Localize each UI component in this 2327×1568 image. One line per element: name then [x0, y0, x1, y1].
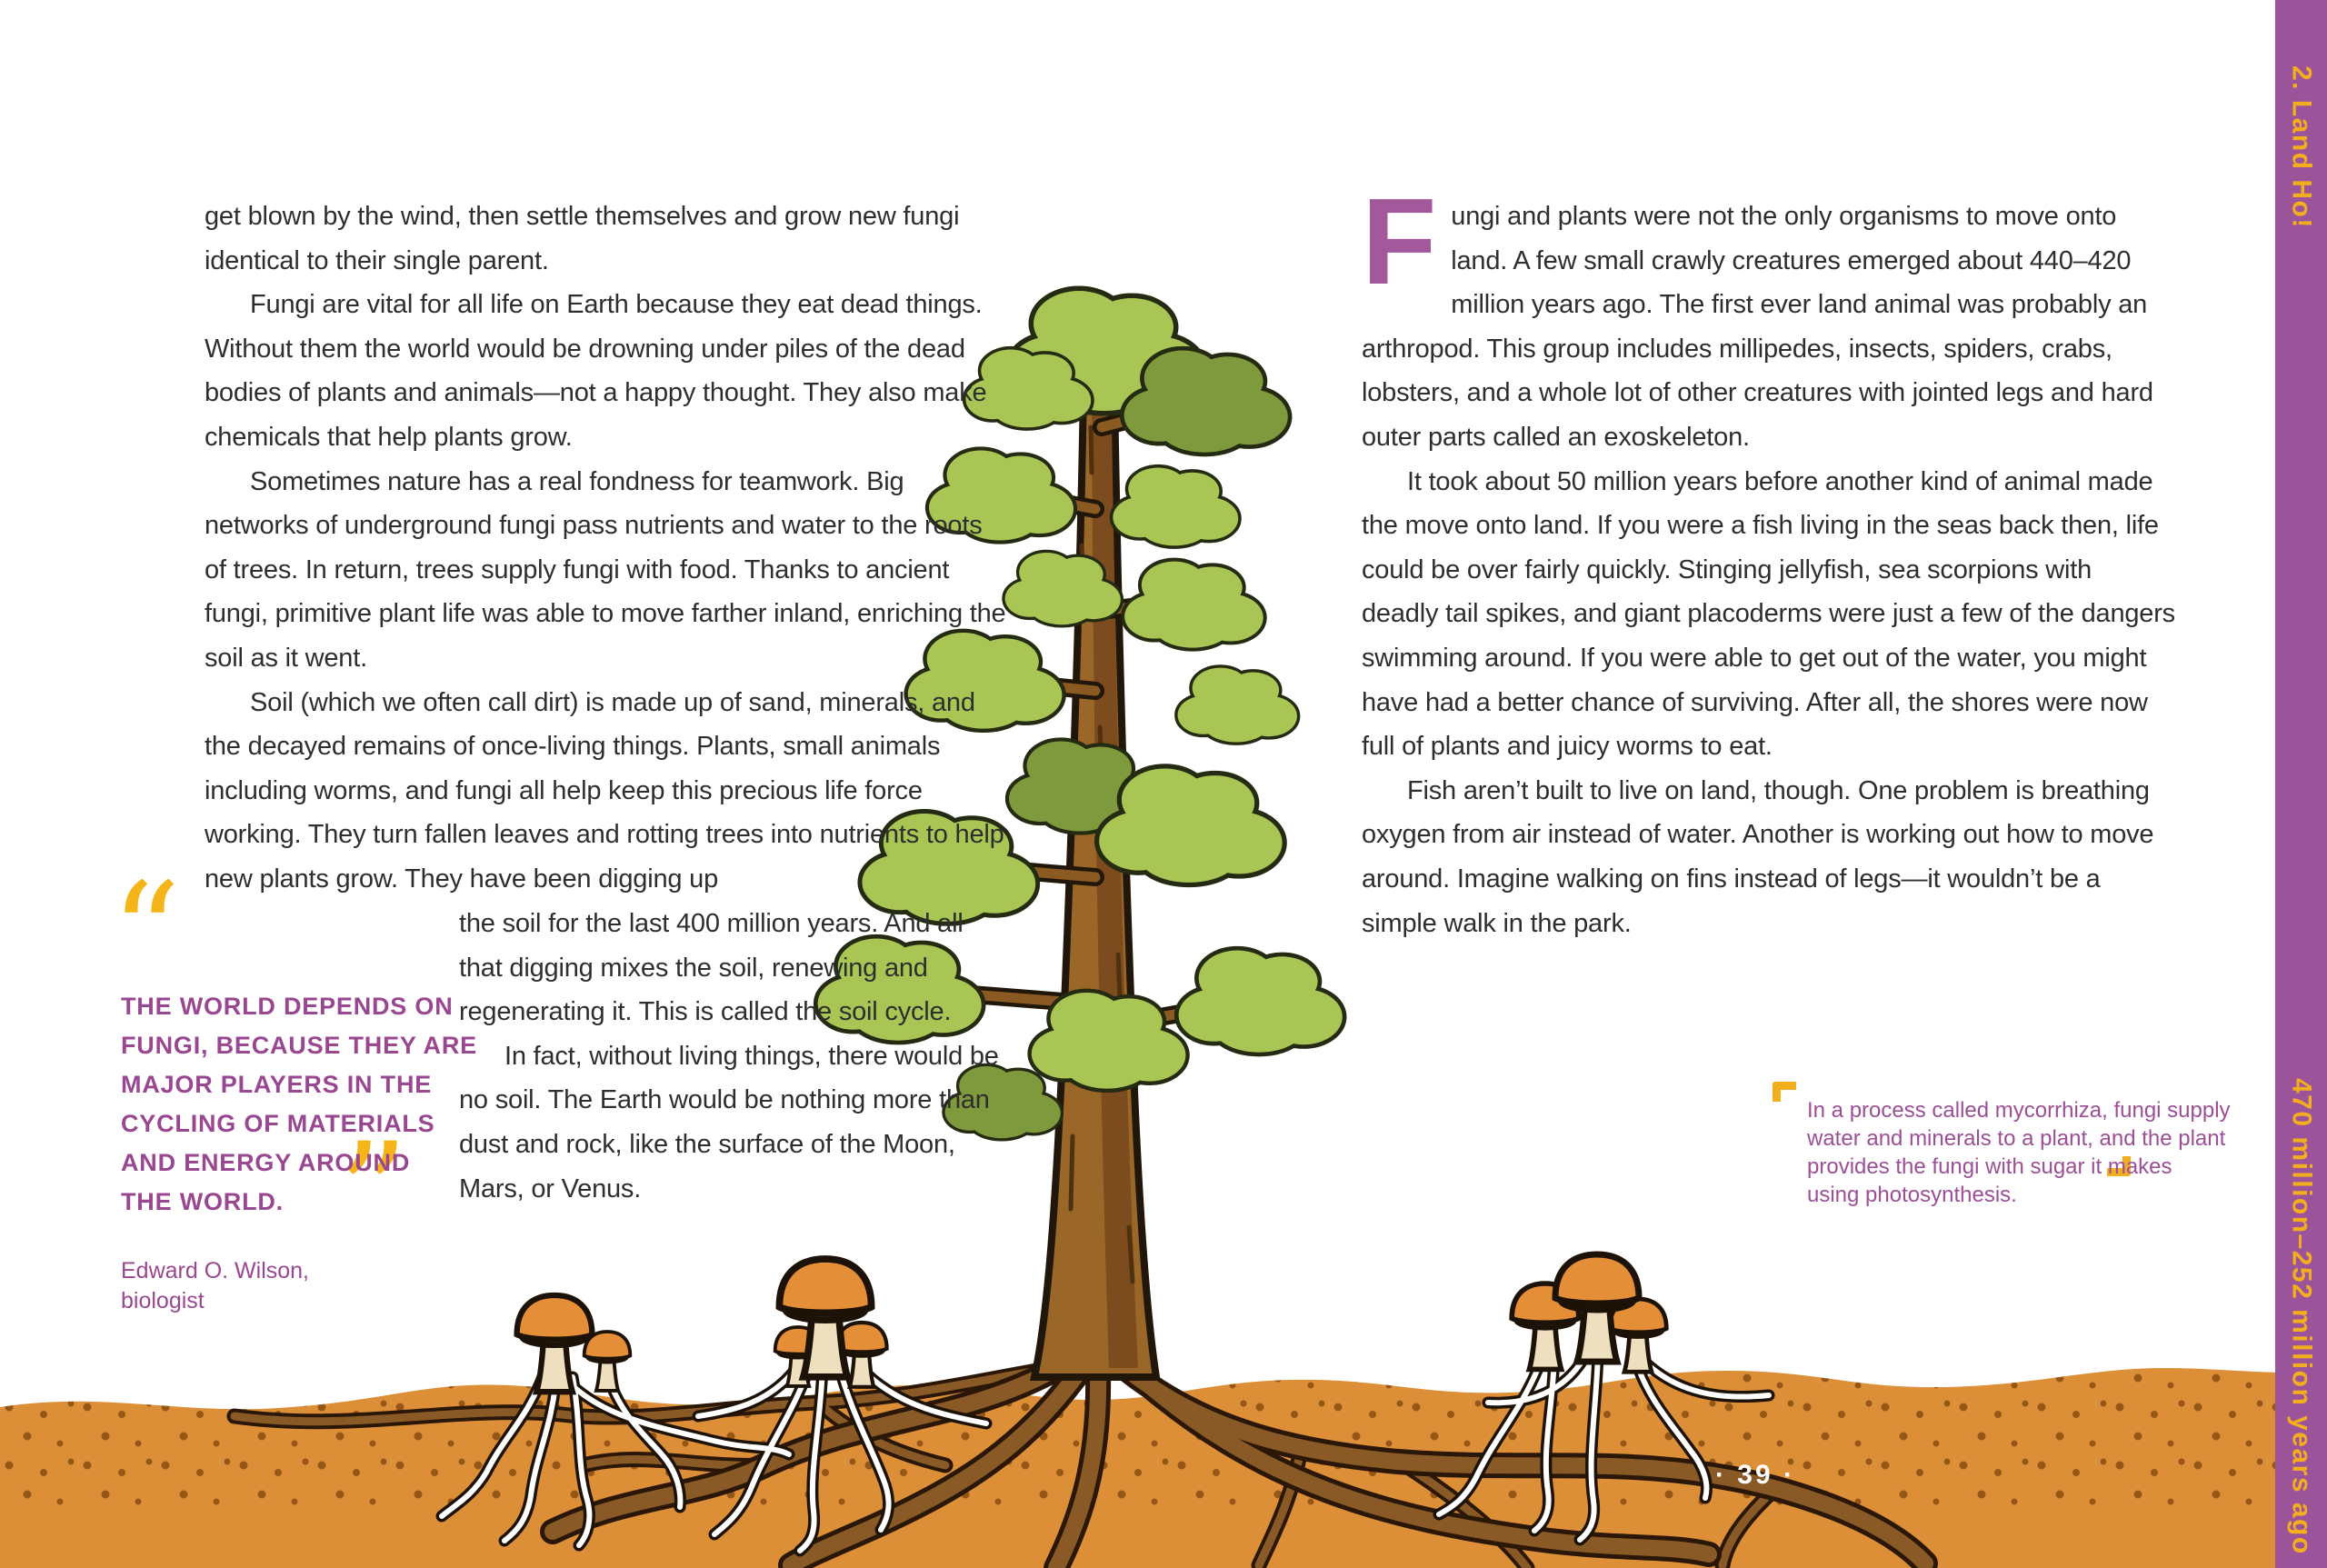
pull-quote-line: THE WORLD.	[121, 1188, 284, 1215]
body-paragraph: In fact, without living things, there would be no soil. The Earth would be nothing more than dust and rock, like the surface of the Moon, Mars, or Venus.	[459, 1041, 999, 1203]
caption-line: In a process called mycorrhiza, fungi supply	[1807, 1098, 2231, 1123]
page-number: · 39 ·	[1714, 1460, 1796, 1490]
pull-quote-line: MAJOR PLAYERS IN THE	[121, 1071, 433, 1098]
open-quote-icon: “	[111, 854, 181, 1013]
pull-quote-line: CYCLING OF MATERIALS	[121, 1110, 435, 1137]
body-paragraph: Fish aren’t built to live on land, though. One problem is breathing oxygen from air instead of water. Another is working out how to move around. Imagine walking on fins instead of legs—it wouldn’t be a simple walk in the park.	[1362, 775, 2154, 938]
body-paragraph: get blown by the wind, then settle themselves and grow new fungi identical to their single parent.	[205, 202, 960, 275]
caption-line: provides the fungi with sugar it makes	[1807, 1154, 2172, 1179]
left-column-lower	[459, 902, 1004, 1211]
body-paragraph: the soil for the last 400 million years. And all that digging mixes the soil, renewing and regenerating it. This is called the soil cycle.	[459, 909, 964, 1027]
quote-attribution-line: biologist	[121, 1288, 205, 1313]
body-paragraph-text: ungi and plants were not the only organisms to move onto land. A few small crawly creatures emerged about 440–420 million years ago. The first ever land animal was probably an arthropod. This group includes millipedes, insects, spiders, crabs, lobsters, and a whole lot of other creatures with jointed legs and hard outer parts called an exoskeleton.	[1362, 202, 2153, 452]
close-quote-icon: ”	[338, 1114, 408, 1273]
right-column	[1362, 173, 2175, 945]
caption-line: water and minerals to a plant, and the plant	[1807, 1126, 2226, 1151]
pull-quote-line: AND ENERGY AROUND	[121, 1149, 411, 1176]
chapter-sidebar	[2275, 0, 2327, 1568]
era-timespan-label: 470 million–252 million years ago	[2286, 1078, 2317, 1555]
quote-attribution	[121, 1256, 309, 1316]
body-paragraph: It took about 50 million years before another kind of animal made the move onto land. If you were a fish living in the seas back then, life could be over fairly quickly. Stinging jellyfish, sea scorpions with deadly tail spikes, and giant placoderms were just a few of the dangers swimming around. If you were able to get out of the water, you might have had a better chance of surviving. After all, the shores were now full of plants and juicy worms to eat.	[1362, 466, 2175, 762]
pull-quote	[121, 987, 477, 1222]
body-paragraph: Sometimes nature has a real fondness for teamwork. Big networks of underground fungi pass nutrients and water to the roots of trees. In return, trees supply fungi with food. Thanks to ancient fungi, primitive plant life was able to move farther inland, enriching the soil as it went.	[205, 466, 1006, 673]
mycorrhiza-caption	[1807, 1096, 2231, 1209]
drop-cap: F	[1362, 173, 1437, 310]
chapter-title-label: 2. Land Ho!	[2286, 65, 2317, 229]
mushroom-cluster-right	[1512, 1254, 1666, 1372]
caption-line: using photosynthesis.	[1807, 1183, 2017, 1207]
body-paragraph: Fungi are vital for all life on Earth because they eat dead things. Without them the world would be drowning under piles of the dead bodies of plants and animals—not a happy thought. They also make chemicals that help plants grow.	[205, 290, 987, 452]
mushroom-cluster-center	[775, 1259, 887, 1387]
body-paragraph	[1362, 173, 2175, 460]
left-column-upper	[205, 195, 1009, 902]
pull-quote-line: FUNGI, BECAUSE THEY ARE	[121, 1032, 477, 1059]
quote-attribution-line: Edward O. Wilson,	[121, 1258, 310, 1283]
pull-quote-line: THE WORLD DEPENDS ON	[121, 993, 454, 1020]
body-paragraph: Soil (which we often call dirt) is made up of sand, minerals, and the decayed remains of once-living things. Plants, small animals including worms, and fungi all help keep this precious life force working. They turn fallen leaves and rotting trees into nutrients to help new plants grow. They have been digging up	[205, 687, 1004, 894]
